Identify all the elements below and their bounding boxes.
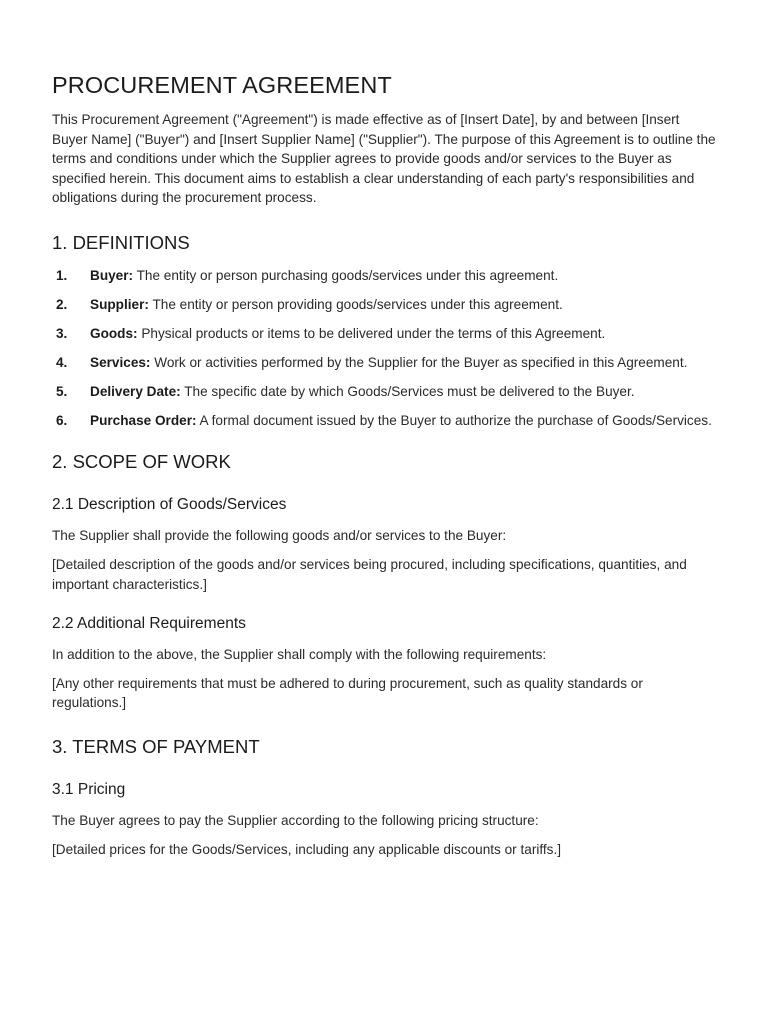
subsection-pricing-heading: 3.1 Pricing xyxy=(52,781,126,799)
definitions-list xyxy=(52,266,718,431)
definition-item-buyer xyxy=(52,266,718,286)
definition-number: 1. xyxy=(56,267,68,283)
definition-number: 3. xyxy=(56,325,68,341)
definition-item-purchase-order xyxy=(52,411,718,431)
definition-term: Goods: xyxy=(90,325,138,341)
definition-item-supplier xyxy=(52,295,718,315)
description-lead: The Supplier shall provide the following goods and/or services to the Buyer: xyxy=(52,528,507,544)
definition-term: Buyer: xyxy=(90,267,134,283)
requirements-placeholder: [Any other requirements that must be adhered to during procurement, such as quality standards or regulations.] xyxy=(52,675,643,711)
definition-number: 6. xyxy=(56,412,68,428)
definition-term: Services: xyxy=(90,354,151,370)
definition-term: Supplier: xyxy=(90,296,149,312)
requirements-lead: In addition to the above, the Supplier shall comply with the following requirements: xyxy=(52,647,547,663)
subsection-requirements-heading: 2.2 Additional Requirements xyxy=(52,615,246,633)
definition-number: 4. xyxy=(56,354,68,370)
definition-term: Delivery Date: xyxy=(90,383,181,399)
subsection-description-heading: 2.1 Description of Goods/Services xyxy=(52,496,287,514)
pricing-lead: The Buyer agrees to pay the Supplier according to the following pricing structure: xyxy=(52,813,539,829)
definition-text: Work or activities performed by the Supplier for the Buyer as specified in this Agreement. xyxy=(150,354,688,370)
definition-text: Physical products or items to be delivered under the terms of this Agreement. xyxy=(137,325,606,341)
document-title: PROCUREMENT AGREEMENT xyxy=(52,72,392,98)
section-scope-heading: 2. SCOPE OF WORK xyxy=(52,451,231,473)
definition-term: Purchase Order: xyxy=(90,412,197,428)
intro-paragraph: This Procurement Agreement ("Agreement") is made effective as of [Insert Date], by and between [Insert Buyer Name] ("Buyer") and [Insert Supplier Name] ("Supplier"). The purpose of this Agreement is to outline the terms and conditions under which the Supplier agrees to provide goods and/or services to the Buyer as specified herein. This document aims to establish a clear understanding of each party's responsibilities and obligations during the procurement process. xyxy=(52,112,716,206)
definition-item-services xyxy=(52,353,718,373)
definition-text: A formal document issued by the Buyer to authorize the purchase of Goods/Services. xyxy=(196,412,712,428)
definition-item-delivery-date xyxy=(52,382,718,402)
definition-text: The specific date by which Goods/Services must be delivered to the Buyer. xyxy=(180,383,635,399)
section-payment-heading: 3. TERMS OF PAYMENT xyxy=(52,736,260,758)
definition-item-goods xyxy=(52,324,718,344)
definition-text: The entity or person purchasing goods/services under this agreement. xyxy=(133,267,559,283)
definition-number: 5. xyxy=(56,383,68,399)
definition-number: 2. xyxy=(56,296,68,312)
pricing-placeholder: [Detailed prices for the Goods/Services, including any applicable discounts or tariffs.] xyxy=(52,841,562,857)
definition-text: The entity or person providing goods/services under this agreement. xyxy=(148,296,563,312)
section-definitions-heading: 1. DEFINITIONS xyxy=(52,231,190,253)
description-placeholder: [Detailed description of the goods and/or services being procured, including specifications, quantities, and important characteristics.] xyxy=(52,557,687,592)
